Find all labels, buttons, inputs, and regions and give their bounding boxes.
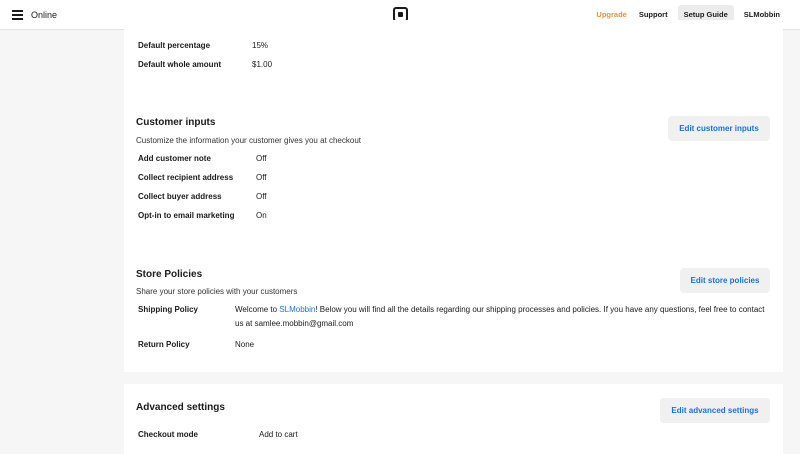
row-label: Add customer note — [138, 154, 211, 163]
setup-guide-button[interactable]: Setup Guide — [678, 5, 734, 25]
row-label: Opt-in to email marketing — [138, 211, 235, 220]
advanced-settings-card — [124, 384, 783, 454]
row-label: Default whole amount — [138, 60, 222, 69]
row-value: Off — [256, 173, 267, 182]
hamburger-menu-icon[interactable] — [12, 10, 23, 20]
policy-text-post: ! Below you will find all the details regarding our shipping processes and policies. If you have any questions, feel free to contact us at samlee.mobbin@gmail.com — [235, 305, 765, 328]
account-menu[interactable]: SLMobbin — [743, 10, 780, 19]
section-title: Advanced settings — [136, 402, 225, 413]
section-title: Store Policies — [136, 269, 203, 280]
customer-inputs-card — [124, 102, 783, 264]
row-label: Checkout mode — [138, 430, 199, 439]
section-description: Share your store policies with your customers — [136, 287, 298, 296]
upgrade-link[interactable]: Upgrade — [596, 10, 627, 19]
row-value: Add to cart — [259, 430, 298, 439]
edit-store-policies-button[interactable]: Edit store policies — [680, 268, 770, 293]
support-link[interactable]: Support — [638, 10, 668, 19]
tips-card — [124, 20, 783, 102]
row-value: $1.00 — [252, 60, 273, 69]
row-label: Shipping Policy — [138, 305, 199, 314]
app-name: Online — [31, 10, 58, 20]
row-value: Off — [256, 154, 267, 163]
row-label: Return Policy — [138, 340, 190, 349]
policy-text-pre: Welcome to — [235, 305, 280, 314]
edit-advanced-settings-button[interactable]: Edit advanced settings — [660, 398, 770, 423]
edit-customer-inputs-button[interactable]: Edit customer inputs — [668, 116, 770, 141]
section-description: Customize the information your customer gives you at checkout — [136, 136, 361, 145]
row-value: None — [235, 340, 255, 349]
row-label: Collect recipient address — [138, 173, 234, 182]
section-title: Customer inputs — [136, 117, 216, 128]
row-value: 15% — [252, 41, 269, 50]
store-name-link[interactable]: SLMobbin — [279, 305, 316, 314]
store-policies-card — [124, 254, 783, 372]
row-label: Default percentage — [138, 41, 211, 50]
shipping-policy-text — [235, 303, 775, 331]
row-value: On — [256, 211, 267, 220]
row-value: Off — [256, 192, 267, 201]
row-label: Collect buyer address — [138, 192, 222, 201]
